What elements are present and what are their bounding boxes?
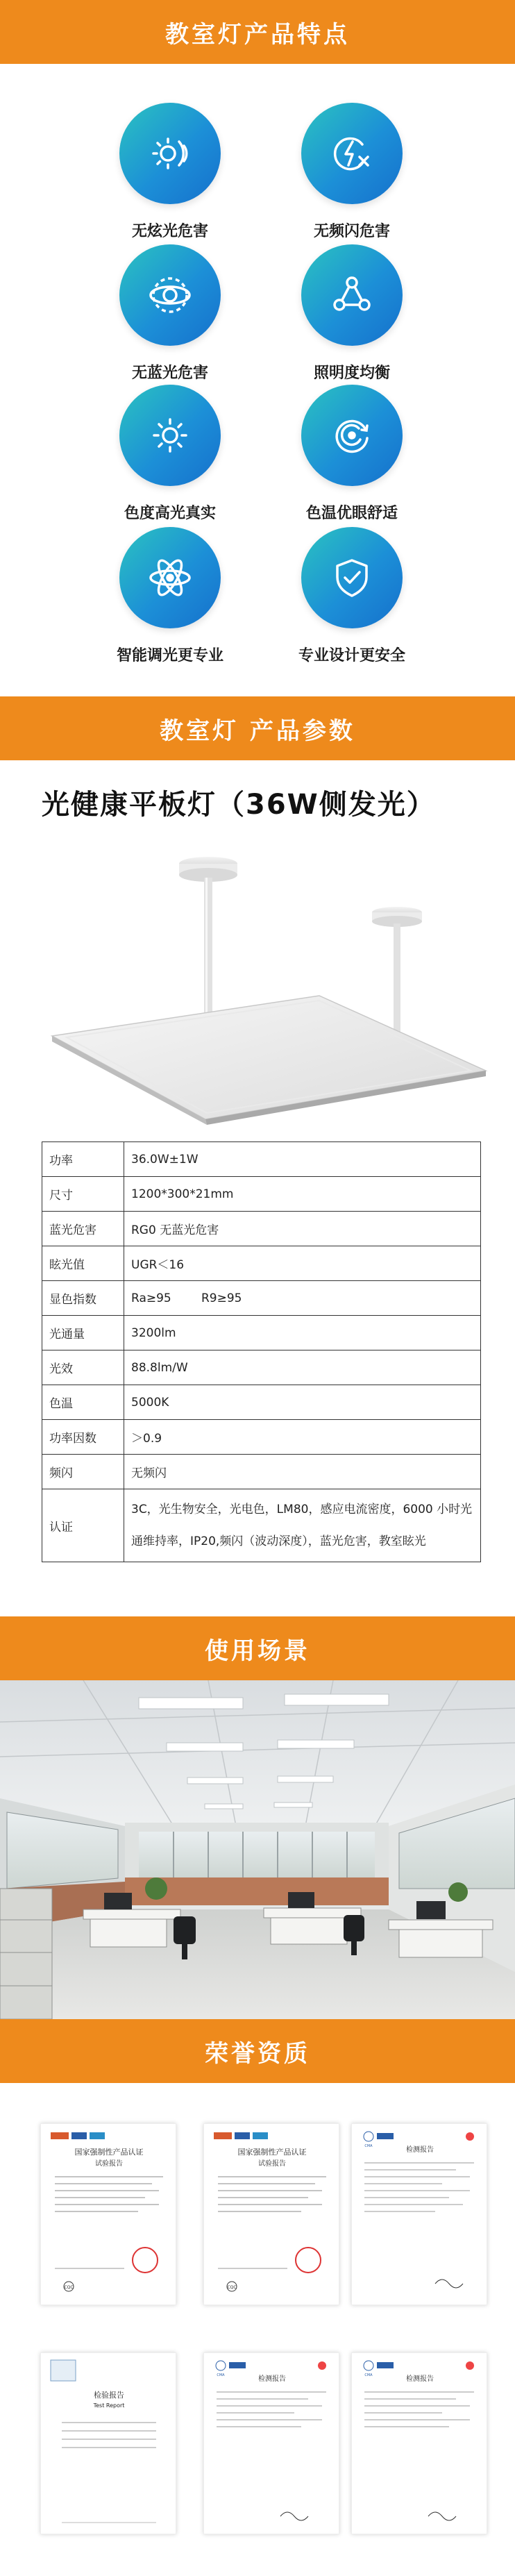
cert-mark: CMA: [217, 2373, 225, 2377]
spec-value: ＞0.9: [124, 1420, 481, 1455]
flash-off-icon: [301, 103, 403, 204]
spec-value: 3200lm: [124, 1316, 481, 1350]
spec-key: 光效: [42, 1350, 124, 1385]
certificate-document: [351, 2352, 487, 2534]
feature-item: [66, 103, 274, 241]
spec-key: 蓝光危害: [42, 1212, 124, 1246]
cert-subheading: 试验报告: [258, 2160, 286, 2168]
cert-heading: 检测报告: [258, 2375, 286, 2383]
cert-heading: 检测报告: [406, 2375, 434, 2383]
spec-value: 36.0W±1W: [124, 1142, 481, 1177]
certificate-document: [40, 2123, 176, 2305]
product-name: 光健康平板灯（36W侧发光）: [42, 789, 436, 821]
office-scene-photo: [0, 1680, 515, 2019]
spec-value: 无频闪: [124, 1455, 481, 1489]
cert-mark: CMA: [364, 2373, 373, 2377]
scene-title: 使用场景: [205, 1637, 310, 1665]
spec-value: 5000K: [124, 1385, 481, 1420]
certificate-document: [203, 2352, 339, 2534]
table-row: [42, 1281, 481, 1316]
table-row: [42, 1246, 481, 1281]
spec-key: 眩光值: [42, 1246, 124, 1281]
product-image: [0, 822, 515, 1141]
spec-table: [42, 1141, 481, 1562]
table-row: [42, 1177, 481, 1212]
spec-value: 88.8lm/W: [124, 1350, 481, 1385]
params-section: [0, 696, 515, 1616]
cert-heading: 检验报告: [94, 2391, 124, 2400]
spec-value: 1200*300*21mm: [124, 1177, 481, 1212]
feature-item: [66, 385, 274, 523]
table-row: [42, 1455, 481, 1489]
table-row: [42, 1350, 481, 1385]
spec-key: 频闪: [42, 1455, 124, 1489]
honor-title: 荣誉资质: [205, 2039, 310, 2068]
features-title: 教室灯产品特点: [165, 20, 350, 49]
feature-label: 专业设计更安全: [298, 647, 405, 664]
feature-item: [248, 244, 456, 383]
feature-label: 色温优眼舒适: [305, 505, 398, 522]
feature-item: [248, 103, 456, 241]
features-section: [0, 0, 515, 696]
cert-mark: CQC: [227, 2285, 237, 2290]
spec-key: 显色指数: [42, 1281, 124, 1316]
feature-label: 无炫光危害: [131, 223, 208, 240]
cert-heading: 检测报告: [406, 2146, 434, 2154]
honor-section: [0, 2019, 515, 2576]
table-row: [42, 1142, 481, 1177]
feature-label: 无频闪危害: [313, 223, 390, 240]
features-banner: [0, 0, 515, 64]
spec-key: 色温: [42, 1385, 124, 1420]
params-title: 教室灯 产品参数: [160, 717, 355, 745]
feature-item: [66, 527, 274, 665]
spec-value: RG0 无蓝光危害: [124, 1212, 481, 1246]
shield-check-icon: [301, 527, 403, 628]
certificate-document: [351, 2123, 487, 2305]
cert-mark: CMA: [364, 2144, 373, 2148]
spec-key: 认证: [42, 1489, 124, 1562]
spec-key: 光通量: [42, 1316, 124, 1350]
features-grid: [0, 64, 515, 696]
table-row: [42, 1420, 481, 1455]
eye-care-icon: [301, 385, 403, 486]
atom-ring-icon: [119, 244, 221, 346]
scene-banner: [0, 1616, 515, 1680]
certificates-grid: [0, 2083, 515, 2576]
cert-heading: 国家强制性产品认证: [237, 2148, 307, 2157]
atom-icon: [119, 527, 221, 628]
feature-label: 无蓝光危害: [131, 365, 208, 382]
feature-label: 色度高光真实: [124, 505, 216, 522]
table-row: [42, 1385, 481, 1420]
spec-value: 3C，光生物安全，光电色，LM80，感应电流密度，6000 小时光通维持率，IP20,频闪（波动深度），蓝光危害，教室眩光: [124, 1489, 481, 1562]
table-row: [42, 1316, 481, 1350]
cert-heading: 国家强制性产品认证: [74, 2148, 144, 2157]
spec-key: 功率因数: [42, 1420, 124, 1455]
feature-item: [66, 244, 274, 383]
cert-subheading: Test Report: [93, 2402, 125, 2409]
params-banner: [0, 696, 515, 760]
feature-item: [248, 385, 456, 523]
spec-value: UGR＜16: [124, 1246, 481, 1281]
table-row: [42, 1489, 481, 1562]
spec-key: 功率: [42, 1142, 124, 1177]
feature-label: 照明度均衡: [313, 365, 390, 382]
feature-item: [248, 527, 456, 665]
sun-icon: [119, 385, 221, 486]
spec-key: 尺寸: [42, 1177, 124, 1212]
feature-label: 智能调光更专业: [116, 647, 223, 664]
scene-section: [0, 1616, 515, 2019]
sun-glare-icon: [119, 103, 221, 204]
certificate-document: [40, 2352, 176, 2534]
cert-subheading: 试验报告: [95, 2160, 123, 2168]
cert-mark: CQC: [64, 2285, 74, 2290]
network-nodes-icon: [301, 244, 403, 346]
honor-banner: [0, 2019, 515, 2083]
spec-value: Ra≥95 R9≥95: [124, 1281, 481, 1316]
table-row: [42, 1212, 481, 1246]
certificate-document: [203, 2123, 339, 2305]
